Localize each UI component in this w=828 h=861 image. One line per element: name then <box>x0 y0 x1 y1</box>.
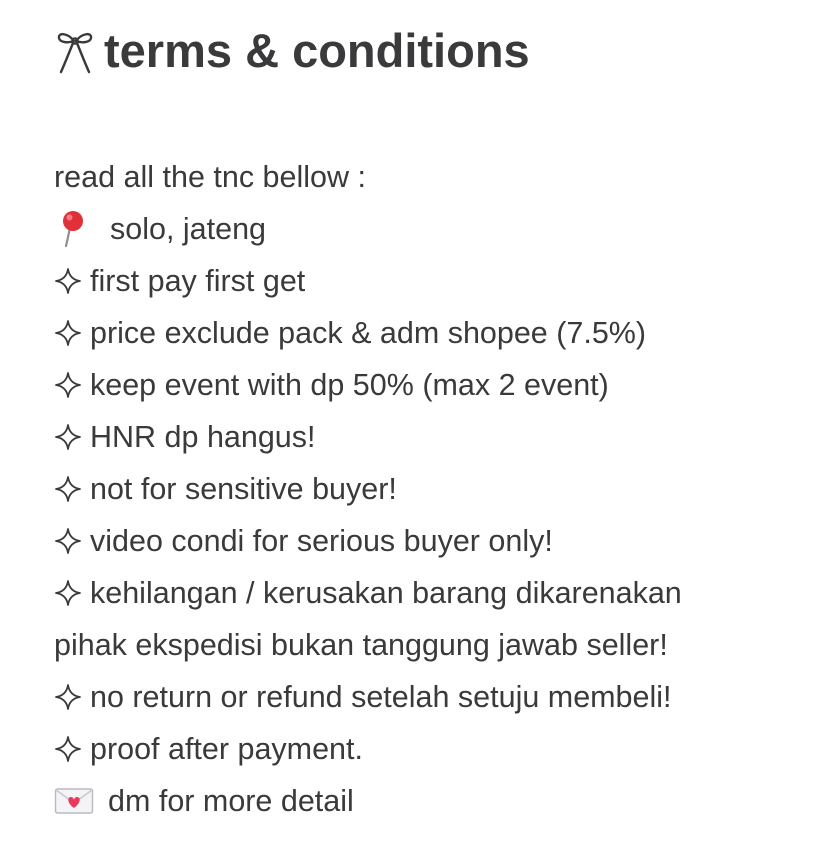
intro-line <box>54 151 814 203</box>
round-pushpin-icon <box>56 210 90 248</box>
rule-text: price exclude pack & adm shopee (7.5%) <box>90 316 647 350</box>
rule-text: kehilangan / kerusakan barang dikarenakan <box>90 576 682 610</box>
location-text: solo, jateng <box>110 212 266 246</box>
rule-item <box>54 359 814 411</box>
rule-item <box>54 671 814 723</box>
sparkle-icon <box>54 735 82 763</box>
rule-continuation-text: pihak ekspedisi bukan tanggung jawab seller! <box>54 628 668 662</box>
sparkle-icon <box>54 579 82 607</box>
location-line <box>54 203 814 255</box>
rule-text: not for sensitive buyer! <box>90 472 397 506</box>
rule-item <box>54 255 814 307</box>
rule-continuation <box>54 619 814 671</box>
rule-item <box>54 723 814 775</box>
title-text: terms & conditions <box>104 23 530 77</box>
ribbon-icon <box>54 29 96 75</box>
rule-text: no return or refund setelah setuju membeli! <box>90 680 672 714</box>
sparkle-icon <box>54 267 82 295</box>
rule-text: keep event with dp 50% (max 2 event) <box>90 368 609 402</box>
sparkle-icon <box>54 527 82 555</box>
sparkle-icon <box>54 683 82 711</box>
sparkle-icon <box>54 371 82 399</box>
footer-text: dm for more detail <box>108 784 354 818</box>
intro-text: read all the tnc bellow : <box>54 160 366 194</box>
page-title <box>54 18 530 82</box>
rule-item <box>54 411 814 463</box>
footer-line <box>54 775 814 827</box>
terms-body <box>54 151 814 827</box>
love-letter-icon <box>54 786 94 816</box>
sparkle-icon <box>54 475 82 503</box>
rule-text: video condi for serious buyer only! <box>90 524 553 558</box>
rule-item <box>54 307 814 359</box>
sparkle-icon <box>54 319 82 347</box>
rule-text: HNR dp hangus! <box>90 420 316 454</box>
rule-item <box>54 463 814 515</box>
rule-item <box>54 515 814 567</box>
rule-text: first pay first get <box>90 264 306 298</box>
rule-text: proof after payment. <box>90 732 363 766</box>
rule-item <box>54 567 814 619</box>
sparkle-icon <box>54 423 82 451</box>
